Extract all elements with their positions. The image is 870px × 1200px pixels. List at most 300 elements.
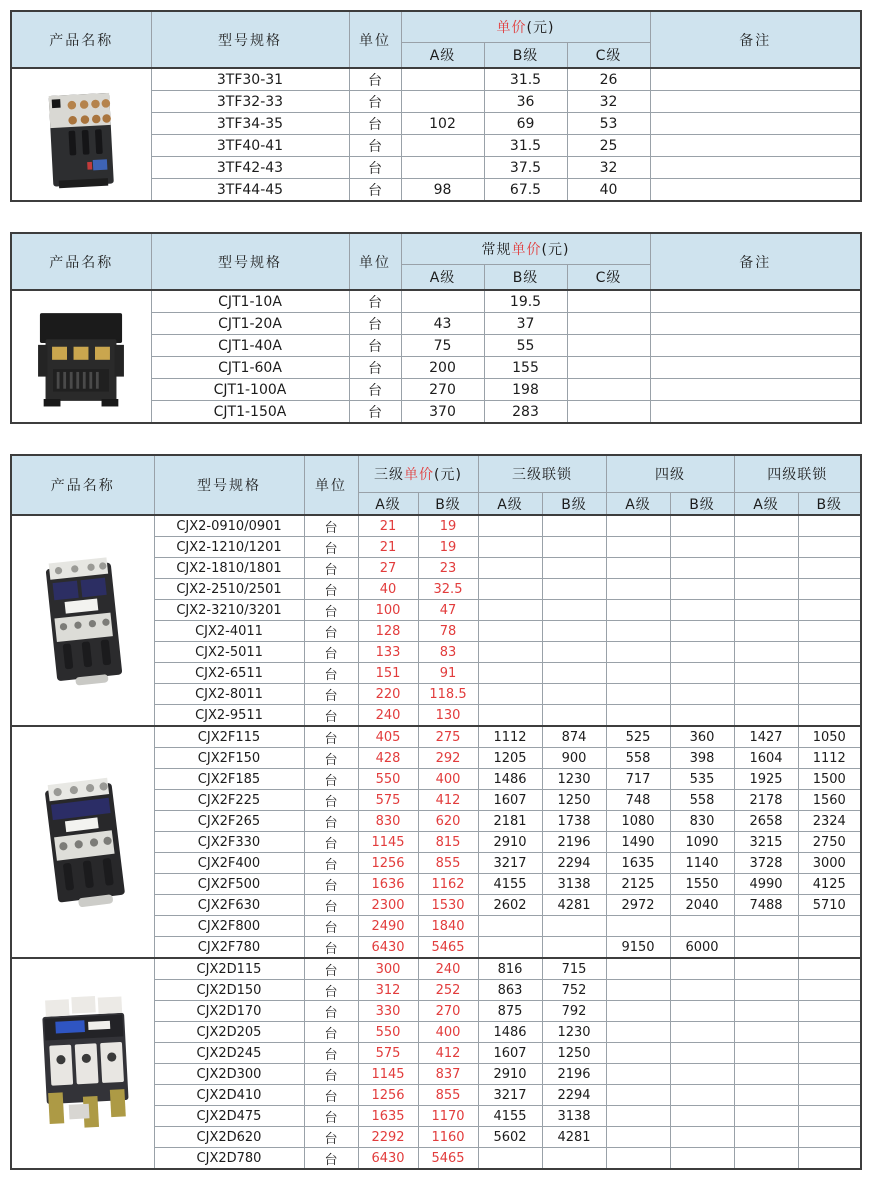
grade-b-price: 31.5 — [484, 68, 567, 91]
sanji-danjia-b: 1160 — [418, 1127, 478, 1148]
siji-a — [606, 600, 670, 621]
remark-cell — [650, 135, 861, 157]
model-cell: CJX2D410 — [154, 1085, 304, 1106]
siji-liansuo-a — [734, 600, 798, 621]
table-3tf-prices — [10, 10, 862, 202]
sanji-liansuo-a: 4155 — [478, 1106, 542, 1127]
sanji-danjia-a: 2490 — [358, 916, 418, 937]
unit-cell: 台 — [304, 1085, 358, 1106]
table-row — [11, 68, 861, 91]
unit-cell: 台 — [304, 1106, 358, 1127]
sanji-danjia-a: 220 — [358, 684, 418, 705]
sanji-liansuo-b: 1738 — [542, 811, 606, 832]
model-cell: 3TF42-43 — [151, 157, 349, 179]
unit-cell: 台 — [304, 916, 358, 937]
sanji-danjia-b: 270 — [418, 1001, 478, 1022]
siji-liansuo-b: 2750 — [798, 832, 861, 853]
siji-a — [606, 1043, 670, 1064]
sanji-liansuo-b: 2294 — [542, 853, 606, 874]
siji-a — [606, 642, 670, 663]
sanji-danjia-a: 550 — [358, 1022, 418, 1043]
siji-liansuo-b — [798, 1127, 861, 1148]
grade-c-price: 26 — [567, 68, 650, 91]
contactor-cjx2f-photo — [11, 726, 154, 958]
model-cell: CJT1-60A — [151, 357, 349, 379]
siji-b — [670, 558, 734, 579]
siji-liansuo-a — [734, 1127, 798, 1148]
siji-b — [670, 1148, 734, 1170]
siji-b — [670, 684, 734, 705]
grade-b-price: 19.5 — [484, 290, 567, 313]
grade-c-price: 25 — [567, 135, 650, 157]
sanji-liansuo-a — [478, 937, 542, 959]
siji-liansuo-b: 3000 — [798, 853, 861, 874]
siji-a — [606, 916, 670, 937]
grade-a-price: 75 — [401, 335, 484, 357]
grade-a-price: 370 — [401, 401, 484, 424]
siji-b — [670, 600, 734, 621]
sanji-liansuo-a: 816 — [478, 958, 542, 980]
model-cell: CJX2F185 — [154, 769, 304, 790]
sanji-danjia-a: 40 — [358, 579, 418, 600]
sanji-danjia-b: 815 — [418, 832, 478, 853]
siji-group-header: 四级 — [606, 455, 734, 493]
sanji-danjia-b: 400 — [418, 769, 478, 790]
siji-liansuo-a — [734, 684, 798, 705]
siji-liansuo-b — [798, 558, 861, 579]
siji-liansuo-b — [798, 705, 861, 727]
sanji-liansuo-a: 1205 — [478, 748, 542, 769]
unit-cell: 台 — [349, 179, 401, 202]
siji-b — [670, 1022, 734, 1043]
remark-cell — [650, 335, 861, 357]
siji-liansuo-a — [734, 1085, 798, 1106]
table-cjx2-body — [11, 515, 861, 1169]
siji-liansuo-a — [734, 1106, 798, 1127]
sanji-liansuo-a — [478, 579, 542, 600]
grade-a-price — [401, 135, 484, 157]
siji-liansuo-a — [734, 515, 798, 537]
siji-a — [606, 621, 670, 642]
siji-liansuo-a: 1427 — [734, 726, 798, 748]
sanji-liansuo-a — [478, 684, 542, 705]
siji-liansuo-b — [798, 1148, 861, 1170]
siji-a — [606, 1064, 670, 1085]
sanji-liansuo-a — [478, 558, 542, 579]
remark-cell — [650, 179, 861, 202]
siji-a: 1080 — [606, 811, 670, 832]
sanji-liansuo-b: 752 — [542, 980, 606, 1001]
siji-liansuo-b: 4125 — [798, 874, 861, 895]
model-spec-header: 型号规格 — [151, 233, 349, 290]
model-cell: CJX2F630 — [154, 895, 304, 916]
sanji-danjia-group-header: 三级单价(元) — [358, 455, 478, 493]
unit-cell: 台 — [304, 1022, 358, 1043]
sanji-danjia-b: 5465 — [418, 1148, 478, 1170]
contactor-cjx2d-photo-svg — [23, 984, 143, 1144]
sanji-liansuo-b: 1230 — [542, 769, 606, 790]
grade-a-price: 102 — [401, 113, 484, 135]
model-cell: CJX2D300 — [154, 1064, 304, 1085]
siji-a: 1490 — [606, 832, 670, 853]
unit-cell: 台 — [304, 1001, 358, 1022]
siji-liansuo-b: 1560 — [798, 790, 861, 811]
contactor-cjt1-photo — [11, 290, 151, 423]
sanji-liansuo-b — [542, 515, 606, 537]
model-spec-header: 型号规格 — [151, 11, 349, 68]
unit-cell: 台 — [304, 515, 358, 537]
sanji-danjia-a: 21 — [358, 537, 418, 558]
siji-b: 830 — [670, 811, 734, 832]
sanji-liansuo-a — [478, 600, 542, 621]
siji-liansuo-a — [734, 642, 798, 663]
sanji-liansuo-a: 2602 — [478, 895, 542, 916]
sanji-danjia-a: 151 — [358, 663, 418, 684]
siji-a: 717 — [606, 769, 670, 790]
remark-header: 备注 — [650, 11, 861, 68]
table-3tf-header — [11, 11, 861, 68]
unit-cell: 台 — [304, 684, 358, 705]
grade-a-price — [401, 157, 484, 179]
sanji-danjia-b: 412 — [418, 1043, 478, 1064]
siji-a — [606, 663, 670, 684]
siji-b — [670, 705, 734, 727]
contactor-cjx2d-photo — [11, 958, 154, 1169]
siji-b — [670, 1043, 734, 1064]
siji-b: 1090 — [670, 832, 734, 853]
siji-b: 1140 — [670, 853, 734, 874]
siji-b — [670, 1001, 734, 1022]
sanji-liansuo-b — [542, 663, 606, 684]
grade-c-header: C级 — [567, 43, 650, 69]
siji-a — [606, 1148, 670, 1170]
sanji-danjia-b: 19 — [418, 515, 478, 537]
contactor-cjx2-photo — [11, 515, 154, 726]
sanji-liansuo-b: 4281 — [542, 1127, 606, 1148]
unit-cell: 台 — [304, 832, 358, 853]
sanji-danjia-a: 27 — [358, 558, 418, 579]
sanji-liansuo-a: 2181 — [478, 811, 542, 832]
model-cell: CJT1-40A — [151, 335, 349, 357]
siji-b: 6000 — [670, 937, 734, 959]
sanji-liansuo-a: 2910 — [478, 1064, 542, 1085]
siji-liansuo-a: 7488 — [734, 895, 798, 916]
grade-b-price: 37.5 — [484, 157, 567, 179]
grade-b-price: 67.5 — [484, 179, 567, 202]
siji-a — [606, 1001, 670, 1022]
sanji-danjia-b: 32.5 — [418, 579, 478, 600]
siji-liansuo-a — [734, 980, 798, 1001]
table-cjt1-prices — [10, 232, 862, 424]
model-cell: CJX2D780 — [154, 1148, 304, 1170]
siji-liansuo-a: 4990 — [734, 874, 798, 895]
sanji-danjia-b: 118.5 — [418, 684, 478, 705]
siji-liansuo-b: 1050 — [798, 726, 861, 748]
grade-c-price: 32 — [567, 91, 650, 113]
sanji-danjia-a: 2292 — [358, 1127, 418, 1148]
sanji-liansuo-a: 1607 — [478, 1043, 542, 1064]
sanji-danjia-b: 78 — [418, 621, 478, 642]
table-cjx2-prices — [10, 454, 862, 1170]
grade-c-price — [567, 290, 650, 313]
model-cell: CJX2-3210/3201 — [154, 600, 304, 621]
grade-a-price: 200 — [401, 357, 484, 379]
unit-cell: 台 — [304, 937, 358, 959]
unit-cell: 台 — [349, 313, 401, 335]
grade-a-price: 43 — [401, 313, 484, 335]
siji-a — [606, 980, 670, 1001]
sanji-danjia-b: 91 — [418, 663, 478, 684]
siji-a — [606, 705, 670, 727]
unit-cell: 台 — [304, 705, 358, 727]
siji-a — [606, 579, 670, 600]
sanji-danjia-a: 1145 — [358, 832, 418, 853]
siji-liansuo-a — [734, 558, 798, 579]
siji-liansuo-b: 2324 — [798, 811, 861, 832]
model-cell: CJX2F400 — [154, 853, 304, 874]
model-cell: CJX2D245 — [154, 1043, 304, 1064]
grade-b-price: 283 — [484, 401, 567, 424]
sanji-danjia-a: 133 — [358, 642, 418, 663]
model-cell: CJX2F225 — [154, 790, 304, 811]
sanji-liansuo-b — [542, 558, 606, 579]
siji-a: 1635 — [606, 853, 670, 874]
grade-b-price: 155 — [484, 357, 567, 379]
model-cell: CJX2-6511 — [154, 663, 304, 684]
unit-cell: 台 — [304, 642, 358, 663]
model-cell: CJX2F265 — [154, 811, 304, 832]
grade-b-price: 198 — [484, 379, 567, 401]
sanji-danjia-a: 240 — [358, 705, 418, 727]
sanji-danjia-b: 855 — [418, 1085, 478, 1106]
unit-cell: 台 — [304, 1148, 358, 1170]
unit-cell: 台 — [304, 558, 358, 579]
sanji-danjia-b: 837 — [418, 1064, 478, 1085]
siji-b — [670, 537, 734, 558]
model-cell: CJX2-0910/0901 — [154, 515, 304, 537]
sanji-liansuo-b: 2294 — [542, 1085, 606, 1106]
siji-liansuo-a — [734, 1148, 798, 1170]
siji-liansuo-a — [734, 958, 798, 980]
model-cell: CJX2-9511 — [154, 705, 304, 727]
sanji-danjia-b: 19 — [418, 537, 478, 558]
sanji-liansuo-b: 2196 — [542, 832, 606, 853]
grade-b-header: B级 — [798, 493, 861, 516]
sanji-danjia-a: 312 — [358, 980, 418, 1001]
siji-liansuo-a — [734, 621, 798, 642]
unit-cell: 台 — [349, 335, 401, 357]
model-cell: CJX2-5011 — [154, 642, 304, 663]
sanji-liansuo-a — [478, 537, 542, 558]
siji-liansuo-a: 1925 — [734, 769, 798, 790]
grade-c-price — [567, 357, 650, 379]
grade-b-header: B级 — [484, 43, 567, 69]
grade-b-price: 37 — [484, 313, 567, 335]
grade-c-price — [567, 401, 650, 424]
sanji-danjia-a: 1145 — [358, 1064, 418, 1085]
sanji-liansuo-a — [478, 916, 542, 937]
unit-cell: 台 — [304, 1043, 358, 1064]
sanji-liansuo-b: 792 — [542, 1001, 606, 1022]
sanji-danjia-a: 575 — [358, 790, 418, 811]
siji-a: 9150 — [606, 937, 670, 959]
unit-cell: 台 — [304, 958, 358, 980]
contactor-cjt1-photo-svg — [25, 299, 137, 415]
siji-liansuo-b — [798, 1043, 861, 1064]
contactor-cjx2f-photo-svg — [24, 759, 142, 925]
regular-unit-price-group-header: 常规单价(元) — [401, 233, 650, 265]
model-cell: CJX2F330 — [154, 832, 304, 853]
model-cell: CJX2F780 — [154, 937, 304, 959]
sanji-danjia-b: 1162 — [418, 874, 478, 895]
grade-a-header: A级 — [401, 265, 484, 291]
siji-liansuo-a — [734, 1001, 798, 1022]
sanji-liansuo-a — [478, 1148, 542, 1170]
siji-b: 535 — [670, 769, 734, 790]
model-cell: CJX2D205 — [154, 1022, 304, 1043]
sanji-liansuo-a: 3217 — [478, 1085, 542, 1106]
grade-c-header: C级 — [567, 265, 650, 291]
siji-liansuo-b: 1112 — [798, 748, 861, 769]
sanji-danjia-b: 130 — [418, 705, 478, 727]
unit-cell: 台 — [304, 748, 358, 769]
grade-b-price: 55 — [484, 335, 567, 357]
siji-b — [670, 1127, 734, 1148]
siji-a — [606, 515, 670, 537]
siji-a: 748 — [606, 790, 670, 811]
sanji-liansuo-a: 4155 — [478, 874, 542, 895]
sanji-liansuo-b: 1250 — [542, 1043, 606, 1064]
model-cell: CJX2F800 — [154, 916, 304, 937]
siji-liansuo-b — [798, 937, 861, 959]
siji-a — [606, 958, 670, 980]
unit-cell: 台 — [304, 537, 358, 558]
sanji-danjia-a: 100 — [358, 600, 418, 621]
sanji-liansuo-a — [478, 621, 542, 642]
model-cell: CJX2D475 — [154, 1106, 304, 1127]
sanji-danjia-a: 21 — [358, 515, 418, 537]
unit-cell: 台 — [304, 811, 358, 832]
unit-header: 单位 — [349, 11, 401, 68]
siji-b — [670, 958, 734, 980]
sanji-danjia-a: 6430 — [358, 937, 418, 959]
grade-c-price — [567, 313, 650, 335]
remark-cell — [650, 68, 861, 91]
siji-b — [670, 980, 734, 1001]
sanji-danjia-b: 240 — [418, 958, 478, 980]
unit-cell: 台 — [349, 113, 401, 135]
grade-c-price: 53 — [567, 113, 650, 135]
siji-liansuo-b — [798, 537, 861, 558]
grade-b-header: B级 — [670, 493, 734, 516]
table-row — [11, 726, 861, 748]
grade-b-header: B级 — [542, 493, 606, 516]
sanji-danjia-a: 405 — [358, 726, 418, 748]
grade-a-price: 270 — [401, 379, 484, 401]
unit-cell: 台 — [304, 853, 358, 874]
sanji-danjia-a: 1636 — [358, 874, 418, 895]
model-cell: CJT1-150A — [151, 401, 349, 424]
sanji-danjia-a: 6430 — [358, 1148, 418, 1170]
siji-a — [606, 1127, 670, 1148]
unit-cell: 台 — [304, 895, 358, 916]
siji-b — [670, 579, 734, 600]
sanji-liansuo-b: 3138 — [542, 1106, 606, 1127]
sanji-liansuo-group-header: 三级联锁 — [478, 455, 606, 493]
sanji-liansuo-b: 1250 — [542, 790, 606, 811]
unit-header: 单位 — [349, 233, 401, 290]
unit-cell: 台 — [304, 663, 358, 684]
sanji-liansuo-b — [542, 1148, 606, 1170]
grade-a-header: A级 — [358, 493, 418, 516]
sanji-liansuo-b: 3138 — [542, 874, 606, 895]
model-cell: CJX2F150 — [154, 748, 304, 769]
table-cjt1-header — [11, 233, 861, 290]
model-cell: CJT1-100A — [151, 379, 349, 401]
sanji-liansuo-b — [542, 916, 606, 937]
sanji-liansuo-b: 1230 — [542, 1022, 606, 1043]
model-cell: CJT1-10A — [151, 290, 349, 313]
model-cell: CJX2-2510/2501 — [154, 579, 304, 600]
sanji-danjia-b: 1530 — [418, 895, 478, 916]
unit-cell: 台 — [349, 135, 401, 157]
sanji-liansuo-b — [542, 621, 606, 642]
table-row — [11, 515, 861, 537]
unit-cell: 台 — [349, 357, 401, 379]
siji-b: 558 — [670, 790, 734, 811]
sanji-liansuo-a — [478, 705, 542, 727]
unit-header: 单位 — [304, 455, 358, 515]
siji-b — [670, 916, 734, 937]
remark-cell — [650, 379, 861, 401]
remark-cell — [650, 113, 861, 135]
siji-a: 525 — [606, 726, 670, 748]
siji-liansuo-b — [798, 663, 861, 684]
unit-cell: 台 — [304, 769, 358, 790]
siji-liansuo-a — [734, 937, 798, 959]
sanji-danjia-a: 2300 — [358, 895, 418, 916]
sanji-danjia-b: 1170 — [418, 1106, 478, 1127]
siji-liansuo-b — [798, 600, 861, 621]
model-cell: 3TF30-31 — [151, 68, 349, 91]
grade-a-price: 98 — [401, 179, 484, 202]
siji-liansuo-a: 1604 — [734, 748, 798, 769]
grade-b-header: B级 — [418, 493, 478, 516]
unit-cell: 台 — [304, 874, 358, 895]
remark-cell — [650, 313, 861, 335]
sanji-danjia-b: 252 — [418, 980, 478, 1001]
sanji-danjia-a: 428 — [358, 748, 418, 769]
grade-a-header: A级 — [606, 493, 670, 516]
sanji-liansuo-b — [542, 579, 606, 600]
table-cjt1-body — [11, 290, 861, 423]
sanji-danjia-b: 855 — [418, 853, 478, 874]
sanji-danjia-b: 5465 — [418, 937, 478, 959]
siji-b — [670, 1064, 734, 1085]
siji-liansuo-group-header: 四级联锁 — [734, 455, 861, 493]
product-name-header: 产品名称 — [11, 455, 154, 515]
unit-cell: 台 — [304, 600, 358, 621]
model-cell: CJX2D150 — [154, 980, 304, 1001]
sanji-liansuo-a: 875 — [478, 1001, 542, 1022]
siji-b — [670, 642, 734, 663]
unit-cell: 台 — [304, 726, 358, 748]
unit-cell: 台 — [349, 157, 401, 179]
grade-c-price: 32 — [567, 157, 650, 179]
siji-liansuo-b — [798, 980, 861, 1001]
remark-cell — [650, 157, 861, 179]
siji-liansuo-b: 5710 — [798, 895, 861, 916]
